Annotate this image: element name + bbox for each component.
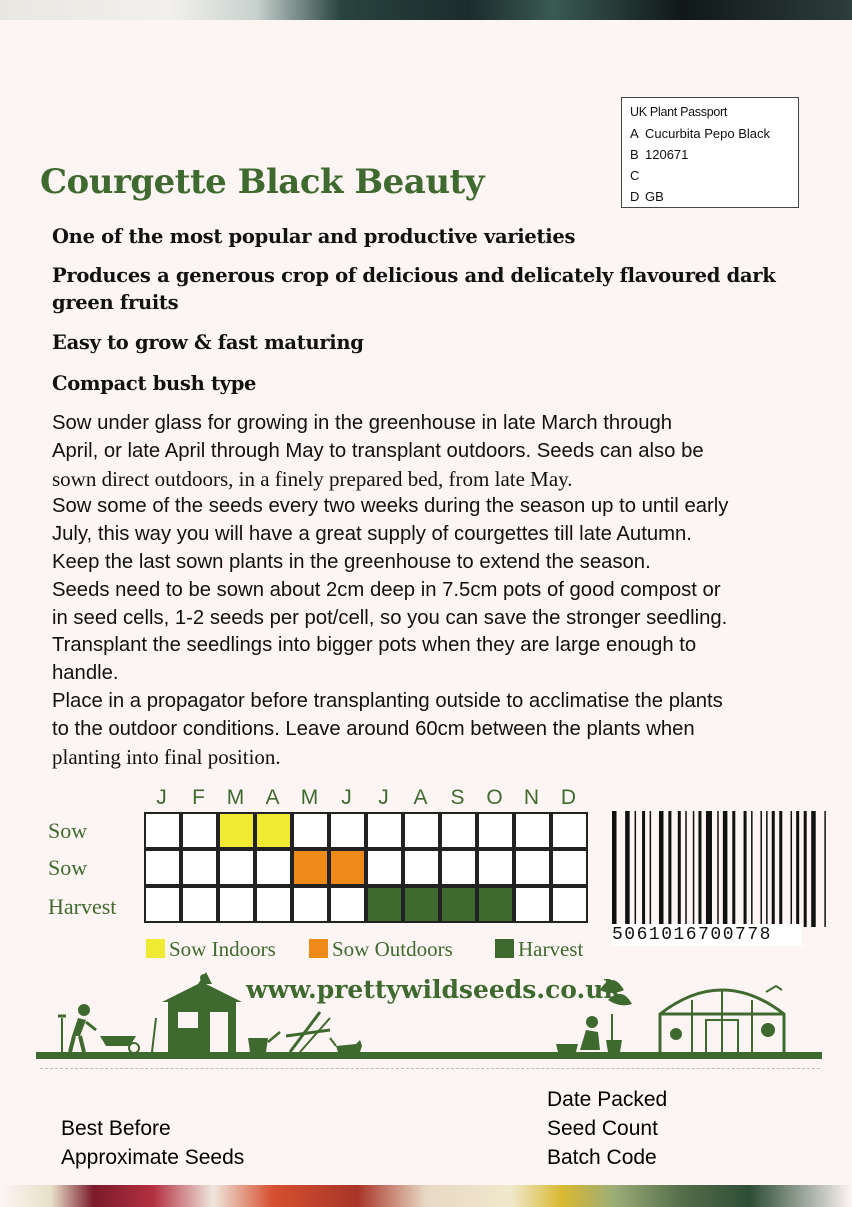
instruction-line: sown direct outdoors, in a finely prepared bed, from late May. bbox=[52, 466, 573, 491]
seed-count-label: Seed Count bbox=[547, 1117, 658, 1140]
instruction-line: April, or late April through May to transplant outdoors. Seeds can also be bbox=[52, 439, 704, 462]
product-title: Courgette Black Beauty bbox=[40, 162, 485, 202]
barcode-bar bbox=[678, 811, 681, 927]
calendar-cell bbox=[403, 849, 440, 886]
feature-2: Produces a generous crop of delicious and delicately flavoured dark green fruits bbox=[52, 264, 776, 314]
calendar-month-label: A bbox=[265, 786, 280, 809]
barcode-bar bbox=[668, 811, 671, 927]
calendar-cell bbox=[181, 849, 218, 886]
calendar-month-label: F bbox=[192, 786, 205, 809]
plant-passport-title: UK Plant Passport bbox=[630, 105, 728, 119]
instruction-line: Sow under glass for growing in the greenhouse in late March through bbox=[52, 412, 673, 434]
calendar-cell bbox=[440, 886, 477, 923]
bottom-photo-strip bbox=[0, 1185, 852, 1207]
instruction-line: Seeds need to be sown about 2cm deep in 7.5cm pots of good compost or bbox=[52, 578, 721, 601]
instruction-line: Place in a propagator before transplanting outside to acclimatise the plants bbox=[52, 689, 723, 712]
barcode-bar bbox=[625, 811, 630, 927]
passport-value: 120671 bbox=[645, 147, 689, 162]
barcode-bar bbox=[612, 811, 617, 927]
barcode-bar bbox=[717, 811, 719, 927]
calendar-cell bbox=[292, 886, 329, 923]
calendar-month-label: J bbox=[378, 786, 389, 809]
barcode-bar bbox=[693, 811, 695, 927]
date-packed-label: Date Packed bbox=[547, 1088, 668, 1111]
calendar-month-label: A bbox=[413, 786, 428, 809]
barcode-number: 5061016700778 bbox=[612, 924, 802, 946]
barcode-bar bbox=[766, 811, 768, 927]
barcode-bar bbox=[706, 811, 712, 927]
barcode-bar bbox=[732, 811, 735, 927]
instruction-line: Sow some of the seeds every two weeks during the season up to until early bbox=[52, 495, 729, 518]
calendar-cell bbox=[255, 812, 292, 849]
sowing-instructions bbox=[52, 410, 822, 771]
shed-icon bbox=[162, 972, 242, 1052]
passport-key: B bbox=[630, 147, 639, 162]
calendar-cell bbox=[551, 849, 588, 886]
instruction-line: handle. bbox=[52, 662, 119, 685]
calendar-cell bbox=[477, 812, 514, 849]
barcode-bar bbox=[824, 811, 826, 927]
calendar-cell bbox=[144, 886, 181, 923]
greenhouse-icon bbox=[660, 986, 784, 1052]
calendar-cell bbox=[292, 849, 329, 886]
calendar-row-label: Sow bbox=[48, 855, 88, 880]
barcode-bar bbox=[804, 811, 807, 927]
calendar-cell bbox=[329, 886, 366, 923]
barcode-bar bbox=[723, 811, 728, 927]
feature-1: One of the most popular and productive varieties bbox=[52, 225, 576, 248]
feature-4: Compact bush type bbox=[52, 372, 257, 395]
calendar-cell bbox=[255, 886, 292, 923]
calendar-month-label: J bbox=[156, 786, 167, 809]
wheelbarrow-icon bbox=[100, 1018, 156, 1053]
calendar-month-label: J bbox=[341, 786, 352, 809]
calendar-cell bbox=[366, 812, 403, 849]
calendar-cell bbox=[477, 886, 514, 923]
calendar-cell bbox=[366, 886, 403, 923]
plant-passport-row-b bbox=[630, 144, 790, 165]
gardener-icon bbox=[58, 1004, 96, 1052]
instruction-line: planting into final position. bbox=[52, 744, 281, 769]
calendar-cell bbox=[255, 849, 292, 886]
calendar-month-label: O bbox=[486, 786, 503, 809]
barcode-bar bbox=[751, 811, 753, 927]
barcode-bar bbox=[650, 811, 652, 927]
barcode-bar bbox=[635, 811, 637, 927]
calendar-cell bbox=[514, 849, 551, 886]
calendar-cell bbox=[181, 812, 218, 849]
calendar-cell bbox=[329, 812, 366, 849]
best-before-label: Best Before bbox=[61, 1117, 171, 1140]
calendar-row-label: Sow bbox=[48, 818, 88, 843]
barcode-bar bbox=[642, 811, 645, 927]
legend-label: Harvest bbox=[518, 937, 584, 961]
calendar-cell bbox=[403, 812, 440, 849]
feature-3: Easy to grow & fast maturing bbox=[52, 331, 364, 354]
calendar-cell bbox=[403, 886, 440, 923]
approximate-seeds-label: Approximate Seeds bbox=[61, 1146, 245, 1169]
calendar-month-label: D bbox=[560, 786, 577, 809]
passport-value: Cucurbita Pepo Black bbox=[645, 126, 771, 141]
plant-passport-row-c bbox=[630, 165, 790, 186]
calendar-month-label: M bbox=[226, 786, 245, 809]
calendar-cell bbox=[366, 849, 403, 886]
legend-swatch-orange bbox=[309, 939, 328, 958]
dashed-divider bbox=[40, 1068, 820, 1069]
barcode bbox=[612, 811, 830, 927]
passport-value: GB bbox=[645, 189, 664, 204]
calendar-month-label: M bbox=[300, 786, 319, 809]
calendar-cell bbox=[292, 812, 329, 849]
calendar-cell bbox=[440, 812, 477, 849]
instruction-line: to the outdoor conditions. Leave around 60cm between the plants when bbox=[52, 717, 695, 740]
top-photo-strip bbox=[0, 0, 852, 20]
legend-label: Sow Indoors bbox=[169, 937, 276, 961]
passport-key: A bbox=[630, 126, 639, 141]
website-link[interactable]: www.prettywildseeds.co.uk bbox=[246, 975, 621, 1004]
calendar-cell bbox=[218, 849, 255, 886]
calendar-cell bbox=[514, 812, 551, 849]
plant-passport-box bbox=[621, 97, 799, 208]
barcode-bar bbox=[698, 811, 701, 927]
batch-code-label: Batch Code bbox=[547, 1146, 657, 1169]
calendar-cell bbox=[514, 886, 551, 923]
barcode-bar bbox=[796, 811, 799, 927]
barcode-bar bbox=[685, 811, 687, 927]
calendar-cell bbox=[551, 886, 588, 923]
instruction-line: July, this way you will have a great supply of courgettes till late Autumn. bbox=[52, 523, 692, 546]
calendar-cell bbox=[218, 812, 255, 849]
barcode-bar bbox=[772, 811, 775, 927]
plant-passport-row-d bbox=[630, 186, 790, 207]
barcode-bar bbox=[744, 811, 747, 927]
legend-label: Sow Outdoors bbox=[332, 937, 453, 961]
barcode-bar bbox=[760, 811, 762, 927]
calendar-cell bbox=[329, 849, 366, 886]
cat-icon bbox=[330, 1038, 362, 1052]
calendar-row-label: Harvest bbox=[48, 894, 117, 919]
legend-swatch-green bbox=[495, 939, 514, 958]
calendar-cell bbox=[144, 849, 181, 886]
calendar-cell bbox=[440, 849, 477, 886]
passport-key: D bbox=[630, 189, 640, 204]
instruction-line: Transplant the seedlings into bigger pots when they are large enough to bbox=[52, 634, 697, 657]
barcode-bar bbox=[811, 811, 816, 927]
calendar-cell bbox=[218, 886, 255, 923]
watering-can-icon bbox=[248, 1032, 280, 1052]
plant-passport-row-a bbox=[630, 123, 790, 144]
instruction-line: Keep the last sown plants in the greenhouse to extend the season. bbox=[52, 550, 651, 573]
calendar-month-label: N bbox=[523, 786, 540, 809]
deck-chair-icon bbox=[286, 1012, 330, 1052]
barcode-bar bbox=[791, 811, 793, 927]
calendar-month-label: S bbox=[450, 786, 465, 809]
legend-swatch-yellow bbox=[146, 939, 165, 958]
calendar-cell bbox=[551, 812, 588, 849]
calendar-cell bbox=[181, 886, 218, 923]
calendar-cell bbox=[477, 849, 514, 886]
calendar-cell bbox=[144, 812, 181, 849]
barcode-bar bbox=[659, 811, 664, 927]
instruction-line: in seed cells, 1-2 seeds per pot/cell, so you can save the stronger seedling. bbox=[52, 606, 728, 629]
passport-key: C bbox=[630, 168, 640, 183]
barcode-bar bbox=[779, 811, 782, 927]
